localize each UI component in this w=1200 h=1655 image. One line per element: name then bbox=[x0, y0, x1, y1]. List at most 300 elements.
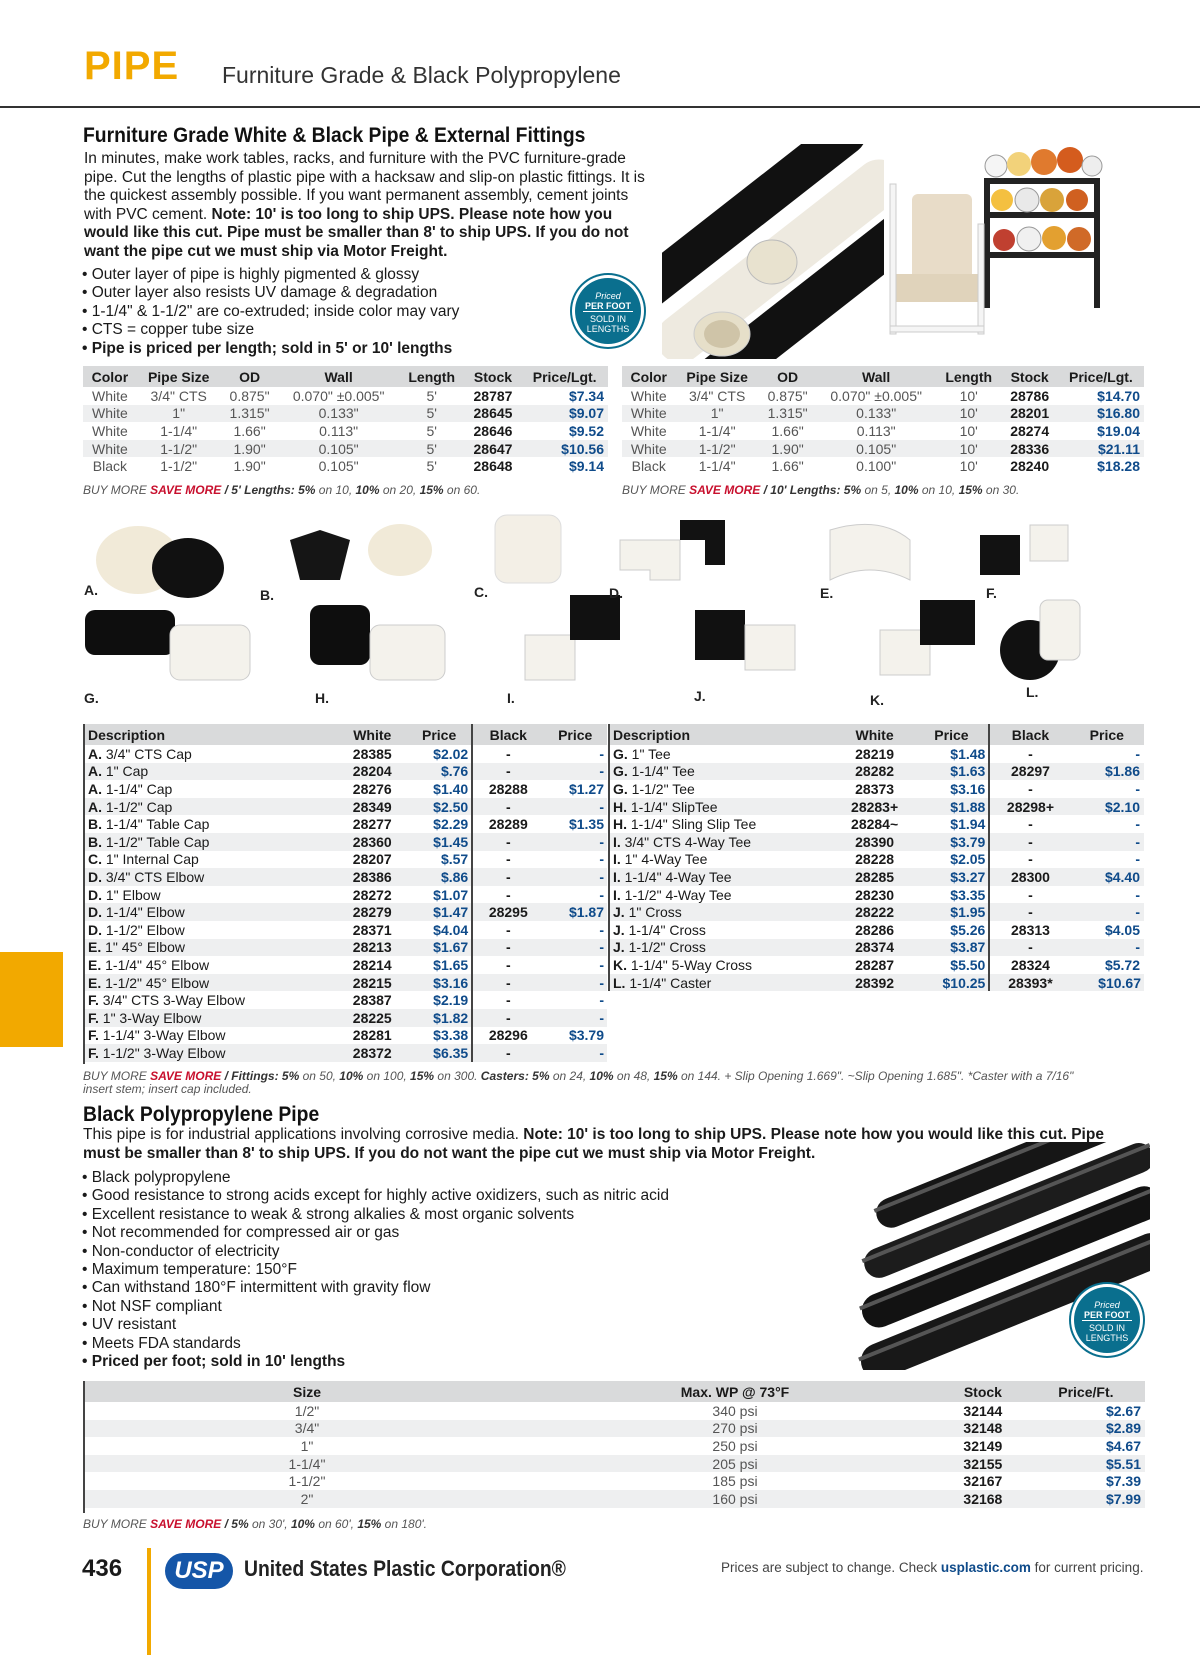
description-cell bbox=[85, 991, 337, 1009]
table-cell: 28786 bbox=[1010, 387, 1050, 404]
buymore-text: / 10' Lengths: 5% bbox=[760, 483, 862, 497]
black-price: - bbox=[599, 992, 604, 1009]
fitting-letter: F. bbox=[88, 1009, 99, 1026]
black-stock: - bbox=[472, 991, 543, 1009]
table-row bbox=[609, 886, 1144, 904]
white-stock: 28215 bbox=[337, 974, 407, 992]
description-cell bbox=[85, 886, 337, 904]
table-cell: 2" bbox=[83, 1490, 531, 1508]
col-header: OD bbox=[221, 366, 279, 387]
white-stock: 28207 bbox=[352, 851, 392, 868]
table-row bbox=[83, 422, 608, 440]
badge-line: SOLD IN bbox=[1088, 1323, 1125, 1333]
description-cell bbox=[85, 798, 337, 816]
table-cell: White bbox=[91, 422, 128, 439]
table-cell: 1-1/4" bbox=[160, 422, 198, 439]
table-row bbox=[85, 763, 607, 781]
pricing-note bbox=[721, 1560, 1143, 1575]
fitting-desc: 1-1/4" Cross bbox=[628, 921, 706, 938]
black-stock: - bbox=[472, 939, 543, 957]
black-stock: - bbox=[989, 903, 1070, 921]
fitting-desc: 1-1/4" Sling Slip Tee bbox=[630, 816, 757, 833]
white-stock: 28386 bbox=[337, 868, 407, 886]
black-price: - bbox=[599, 851, 604, 868]
description-cell bbox=[85, 763, 337, 781]
table-row bbox=[609, 868, 1144, 886]
table-row bbox=[85, 956, 607, 974]
table-cell: 0.875" bbox=[229, 387, 270, 404]
table-row bbox=[83, 1437, 1145, 1455]
white-price: $2.19 bbox=[433, 992, 469, 1009]
black-price: - bbox=[1135, 851, 1140, 868]
table-cell: 28336 bbox=[1002, 440, 1058, 458]
note-text: 10% bbox=[589, 1069, 614, 1083]
black-stock: - bbox=[472, 868, 543, 886]
description-cell bbox=[85, 956, 337, 974]
website-link[interactable]: usplastic.com bbox=[940, 1560, 1031, 1575]
description-cell bbox=[609, 939, 835, 957]
table-cell: 0.133" bbox=[279, 405, 399, 423]
table-cell: 28646 bbox=[473, 422, 513, 439]
table-cell: 3/4" CTS bbox=[688, 387, 746, 404]
pipe-5ft-body bbox=[83, 387, 608, 475]
fitting-label-l: L. bbox=[1026, 684, 1039, 700]
table-row bbox=[83, 1490, 1145, 1508]
description-cell bbox=[609, 798, 835, 816]
white-price: $1.65 bbox=[433, 956, 469, 973]
black-price: - bbox=[1071, 833, 1144, 851]
table-row bbox=[85, 815, 607, 833]
white-stock: 28373 bbox=[855, 780, 895, 797]
table-cell: 28274 bbox=[1010, 422, 1050, 439]
table-cell: 32144 bbox=[963, 1402, 1003, 1419]
white-stock: 28204 bbox=[337, 763, 407, 781]
table-cell: 1-1/2" bbox=[675, 440, 758, 458]
fitting-desc: 1-1/4" 4-Way Tee bbox=[624, 868, 732, 885]
buymore-text: 10% bbox=[894, 483, 919, 497]
table-cell: 0.113" bbox=[319, 422, 359, 439]
table-cell: $21.11 bbox=[1058, 440, 1144, 458]
black-stock: - bbox=[472, 974, 543, 992]
white-stock: 28230 bbox=[855, 886, 895, 903]
fitting-letter: I. bbox=[613, 886, 621, 903]
table-row bbox=[85, 921, 607, 939]
table-row bbox=[609, 956, 1144, 974]
fitting-letter: D. bbox=[88, 904, 102, 921]
table-cell: 0.070" ±0.005" bbox=[830, 387, 922, 404]
black-price: - bbox=[599, 921, 604, 938]
black-price: $2.10 bbox=[1071, 798, 1144, 816]
fitting-desc: 1" Cross bbox=[628, 904, 682, 921]
description-cell bbox=[609, 868, 835, 886]
black-stock: - bbox=[472, 851, 543, 869]
table-cell: White bbox=[622, 405, 675, 423]
fitting-desc: 1-1/4" 5-Way Cross bbox=[630, 956, 753, 973]
table-cell: 1.315" bbox=[221, 405, 279, 423]
white-price: $1.07 bbox=[433, 886, 469, 903]
table-cell: $7.99 bbox=[1027, 1490, 1145, 1508]
section1-title: Furniture Grade White & Black Pipe & External Fittings bbox=[83, 124, 586, 147]
page-subtitle: Furniture Grade & Black Polypropylene bbox=[222, 62, 621, 88]
table-cell: 0.105" bbox=[816, 440, 936, 458]
table-cell: 10' bbox=[959, 387, 978, 404]
fitting-letter: H. bbox=[613, 816, 627, 833]
fitting-letter: C. bbox=[88, 851, 102, 868]
fitting-letter: B. bbox=[88, 816, 102, 833]
col-header: Price/Lgt. bbox=[1058, 366, 1144, 387]
black-price: - bbox=[1071, 939, 1144, 957]
white-price: $5.50 bbox=[950, 956, 986, 973]
buymore-text: 10% bbox=[290, 1517, 315, 1531]
table-cell: 3/4" CTS bbox=[150, 387, 207, 404]
company-name: United States Plastic Corporation® bbox=[244, 1556, 566, 1581]
col-header: Pipe Size bbox=[675, 366, 758, 387]
fitting-letter: E. bbox=[88, 956, 102, 973]
bullet: • Maximum temperature: 150°F bbox=[82, 1261, 802, 1279]
white-price: $2.05 bbox=[950, 851, 986, 868]
table-cell: 32167 bbox=[963, 1473, 1003, 1490]
table-cell: 0.100" bbox=[856, 458, 897, 475]
white-stock: 28372 bbox=[337, 1044, 407, 1062]
table-cell: White bbox=[630, 387, 667, 404]
table-cell: White bbox=[630, 422, 667, 439]
description-cell bbox=[85, 921, 337, 939]
buymore-pp bbox=[83, 1517, 427, 1531]
usp-logo: USP bbox=[165, 1553, 233, 1589]
fitting-letter: L. bbox=[613, 974, 626, 991]
white-stock: 28228 bbox=[855, 851, 895, 868]
table-cell: 28647 bbox=[465, 440, 522, 458]
table-row bbox=[83, 405, 608, 423]
table-cell: Black bbox=[631, 458, 666, 475]
table-cell: White bbox=[83, 440, 137, 458]
fitting-letter: A. bbox=[88, 780, 102, 797]
black-stock: 28393* bbox=[989, 974, 1070, 992]
buymore-10ft bbox=[622, 483, 1019, 497]
col-header: Max. WP @ 73°F bbox=[531, 1381, 939, 1402]
table-cell: White bbox=[83, 405, 137, 423]
black-stock: - bbox=[989, 745, 1070, 763]
white-price: $1.88 bbox=[914, 798, 989, 816]
bullet: • Excellent resistance to weak & strong alkalies & most organic solvents bbox=[82, 1206, 802, 1224]
fitting-desc: 1" 45° Elbow bbox=[105, 939, 185, 956]
black-price: $1.27 bbox=[568, 780, 604, 797]
badge-line: Priced bbox=[1094, 1300, 1120, 1310]
fitting-letter: A. bbox=[88, 745, 102, 762]
pipe-10ft-body bbox=[622, 387, 1144, 475]
col-header: Price bbox=[543, 724, 607, 745]
fitting-label-k: K. bbox=[870, 692, 884, 708]
table-row bbox=[83, 1472, 1145, 1490]
badge-line: PER FOOT bbox=[1083, 1310, 1130, 1320]
white-stock: 28279 bbox=[337, 903, 407, 921]
black-price: $3.79 bbox=[568, 1027, 604, 1044]
bullet: • UV resistant bbox=[82, 1316, 802, 1334]
col-header: Description bbox=[85, 724, 337, 745]
col-header: Wall bbox=[816, 366, 936, 387]
description-cell bbox=[609, 780, 835, 798]
col-header: Stock bbox=[1002, 366, 1058, 387]
white-stock: 28385 bbox=[352, 745, 392, 762]
table-cell: 28645 bbox=[465, 405, 522, 423]
table-cell: 1-1/2" bbox=[288, 1473, 326, 1490]
note-text: on 48, bbox=[613, 1069, 654, 1083]
fitting-desc: 1-1/2" Cap bbox=[105, 798, 173, 815]
black-price: - bbox=[599, 745, 604, 762]
table-cell: 5' bbox=[426, 387, 437, 404]
black-price: $1.87 bbox=[543, 903, 607, 921]
page-number: 436 bbox=[82, 1555, 123, 1582]
note-text: on 24, bbox=[549, 1069, 590, 1083]
fittings-right-table bbox=[608, 724, 1145, 991]
black-stock: - bbox=[472, 745, 543, 763]
description-cell bbox=[609, 763, 835, 781]
table-row bbox=[609, 780, 1144, 798]
table-cell: $10.56 bbox=[521, 440, 608, 458]
table-row bbox=[83, 457, 608, 475]
fitting-desc: 1" 4-Way Tee bbox=[624, 851, 708, 868]
pp-pipe-table bbox=[83, 1381, 1145, 1508]
black-price: - bbox=[1135, 816, 1140, 833]
description-cell bbox=[85, 851, 337, 869]
table-cell: 5' bbox=[399, 405, 465, 423]
black-stock: - bbox=[989, 833, 1070, 851]
black-stock: - bbox=[472, 1044, 543, 1062]
fitting-desc: 1-1/2" Cross bbox=[628, 939, 706, 956]
fitting-letter: I. bbox=[613, 851, 621, 868]
description-cell bbox=[609, 956, 835, 974]
table-row bbox=[622, 440, 1144, 458]
white-price: $1.47 bbox=[407, 903, 472, 921]
col-header: Color bbox=[622, 366, 675, 387]
black-stock: 28324 bbox=[989, 956, 1070, 974]
table-cell: 32168 bbox=[939, 1490, 1027, 1508]
badge-line: PER FOOT bbox=[584, 301, 631, 311]
white-price: $3.16 bbox=[407, 974, 472, 992]
note-text: 15% bbox=[410, 1069, 435, 1083]
table-cell: Black bbox=[92, 458, 127, 475]
black-price: $1.86 bbox=[1071, 763, 1144, 781]
white-price: $.86 bbox=[407, 868, 472, 886]
table-cell: 10' bbox=[936, 440, 1002, 458]
white-stock: 28214 bbox=[352, 956, 392, 973]
white-price: $5.26 bbox=[950, 921, 986, 938]
fitting-desc: 1-1/4" 3-Way Elbow bbox=[102, 1027, 226, 1044]
description-cell bbox=[85, 833, 337, 851]
white-price: $3.35 bbox=[950, 886, 986, 903]
intro-text: In minutes, make work tables, racks, and furniture with the PVC furniture-grade pipe. Cut the lengths of plastic pipe with a hacksaw and slip-on plastic fittings. It is the quickest assembly possible. If you want permanent assembly, cement joints with PVC cement. bbox=[84, 150, 645, 223]
buymore-text: SAVE MORE bbox=[150, 1517, 222, 1531]
fitting-desc: 1-1/4" Caster bbox=[629, 974, 712, 991]
description-cell bbox=[85, 939, 337, 957]
col-header: OD bbox=[759, 366, 817, 387]
col-header: Size bbox=[83, 1381, 531, 1402]
fitting-label-g: G. bbox=[84, 690, 99, 706]
white-stock: 28277 bbox=[352, 816, 392, 833]
table-row bbox=[609, 815, 1144, 833]
table-row bbox=[609, 974, 1144, 992]
black-stock: - bbox=[472, 886, 543, 904]
table-row bbox=[83, 1420, 1145, 1438]
white-stock: 28281 bbox=[352, 1027, 392, 1044]
intro-text: This pipe is for industrial applications involving corrosive media. bbox=[83, 1126, 519, 1143]
pp-pipe-body bbox=[83, 1402, 1145, 1508]
note-text: SAVE MORE bbox=[150, 1069, 222, 1083]
table-cell: 1" bbox=[137, 405, 221, 423]
badge-line: LENGTHS bbox=[1085, 1333, 1129, 1343]
fittings-right-body bbox=[609, 745, 1144, 991]
table-cell: 1.90" bbox=[759, 440, 817, 458]
fitting-letter: D. bbox=[88, 886, 102, 903]
pp-table-edge bbox=[83, 1381, 85, 1513]
description-cell bbox=[85, 815, 337, 833]
table-cell: 270 psi bbox=[531, 1420, 939, 1438]
bullet: • Black polypropylene bbox=[82, 1169, 802, 1187]
buymore-text: on 60', bbox=[314, 1517, 358, 1531]
table-row bbox=[622, 387, 1144, 405]
note-text: Prices are subject to change. Check bbox=[721, 1560, 941, 1575]
pipe-photo bbox=[662, 144, 884, 359]
buymore-text: on 60. bbox=[443, 483, 481, 497]
fitting-letter: F. bbox=[88, 992, 99, 1009]
col-header: Price bbox=[914, 724, 989, 745]
white-price: $2.50 bbox=[407, 798, 472, 816]
white-price: $1.63 bbox=[914, 763, 989, 781]
fitting-desc: 1-1/2" Tee bbox=[631, 780, 695, 797]
white-price: $6.35 bbox=[407, 1044, 472, 1062]
fitting-letter: I. bbox=[613, 868, 621, 885]
black-stock: 28296 bbox=[472, 1027, 543, 1045]
black-price: - bbox=[543, 1009, 607, 1027]
description-cell bbox=[609, 903, 835, 921]
white-stock: 28213 bbox=[337, 939, 407, 957]
section1-intro bbox=[84, 150, 654, 261]
table-cell: 1.315" bbox=[759, 405, 817, 423]
table-row bbox=[609, 833, 1144, 851]
fitting-desc: 3/4" CTS 4-Way Tee bbox=[624, 833, 752, 850]
header-divider bbox=[0, 106, 1200, 108]
bullet: • Non-conductor of electricity bbox=[82, 1243, 802, 1261]
fitting-desc: 1-1/4" 45° Elbow bbox=[105, 956, 210, 973]
table-cell: 250 psi bbox=[712, 1437, 758, 1454]
fitting-desc: 1" Internal Cap bbox=[105, 851, 199, 868]
fitting-label-b: B. bbox=[260, 587, 274, 603]
description-cell bbox=[609, 833, 835, 851]
buymore-text: 10% bbox=[355, 483, 380, 497]
table-row bbox=[622, 422, 1144, 440]
table-cell: 1-1/4" bbox=[698, 458, 736, 475]
table-cell: $7.39 bbox=[1105, 1473, 1141, 1490]
description-cell bbox=[609, 886, 835, 904]
table-cell: $5.51 bbox=[1027, 1455, 1145, 1473]
white-stock: 28287 bbox=[855, 956, 895, 973]
table-cell: $7.34 bbox=[568, 387, 604, 404]
white-price: $2.29 bbox=[433, 816, 469, 833]
col-header: Color bbox=[83, 366, 137, 387]
table-cell: 1.66" bbox=[771, 422, 804, 439]
black-price: - bbox=[1135, 780, 1140, 797]
table-cell: White bbox=[622, 440, 675, 458]
black-price: $4.05 bbox=[1104, 921, 1140, 938]
table-cell: 0.133" bbox=[816, 405, 936, 423]
table-cell: 1" bbox=[675, 405, 758, 423]
buymore-text: on 30', bbox=[248, 1517, 291, 1531]
white-price: $.57 bbox=[440, 851, 469, 868]
table-row bbox=[609, 798, 1144, 816]
white-stock: 28374 bbox=[835, 939, 915, 957]
table-cell: 340 psi bbox=[712, 1402, 758, 1419]
col-header: Length bbox=[936, 366, 1002, 387]
table-row bbox=[609, 939, 1144, 957]
table-row bbox=[85, 833, 607, 851]
bullet: • Good resistance to strong acids except for highly active oxidizers, such as nitric acid bbox=[82, 1187, 802, 1205]
note-text: on 100, bbox=[363, 1069, 411, 1083]
buymore-text: SAVE MORE bbox=[689, 483, 761, 497]
white-price: $1.94 bbox=[950, 816, 986, 833]
white-price: $10.25 bbox=[914, 974, 989, 992]
fittings-photos bbox=[80, 510, 1140, 720]
white-stock: 28371 bbox=[352, 921, 392, 938]
white-stock: 28272 bbox=[352, 886, 392, 903]
table-row bbox=[85, 974, 607, 992]
table-row bbox=[85, 780, 607, 798]
bullet: • Priced per foot; sold in 10' lengths bbox=[82, 1353, 802, 1371]
table-row bbox=[83, 440, 608, 458]
bullet: • Pipe is priced per length; sold in 5' or 10' lengths bbox=[82, 340, 602, 358]
table-cell: $9.14 bbox=[568, 458, 604, 475]
fittings-left-table bbox=[85, 724, 607, 1062]
fitting-letter: G. bbox=[613, 745, 628, 762]
table-cell: 28648 bbox=[473, 458, 513, 475]
black-price: - bbox=[543, 763, 607, 781]
fitting-letter: G. bbox=[613, 780, 628, 797]
black-price: - bbox=[1135, 886, 1140, 903]
table-cell: 1.90" bbox=[221, 440, 279, 458]
table-cell: White bbox=[91, 387, 128, 404]
buymore-text: / 5' Lengths: 5% bbox=[221, 483, 316, 497]
black-stock: 28295 bbox=[472, 903, 543, 921]
description-cell bbox=[85, 903, 337, 921]
table-cell: $19.04 bbox=[1097, 422, 1140, 439]
buymore-text: BUY MORE bbox=[622, 483, 686, 497]
fitting-desc: 1-1/2" 4-Way Tee bbox=[624, 886, 732, 903]
white-price: $1.45 bbox=[407, 833, 472, 851]
table-row bbox=[609, 763, 1144, 781]
fitting-letter: I. bbox=[613, 833, 621, 850]
bullet: • Not NSF compliant bbox=[82, 1298, 802, 1316]
black-stock: 28297 bbox=[989, 763, 1070, 781]
table-cell: 32148 bbox=[939, 1420, 1027, 1438]
buymore-5ft bbox=[83, 483, 480, 497]
table-cell: 10' bbox=[936, 405, 1002, 423]
white-stock: 28390 bbox=[835, 833, 915, 851]
black-price: $10.67 bbox=[1071, 974, 1144, 992]
table-cell: 28201 bbox=[1002, 405, 1058, 423]
description-cell bbox=[609, 745, 835, 763]
fitting-label-c: C. bbox=[474, 584, 488, 600]
priced-per-foot-badge bbox=[1074, 1287, 1140, 1353]
fitting-label-j: J. bbox=[694, 688, 706, 704]
white-stock: 28349 bbox=[337, 798, 407, 816]
buymore-text: on 20, bbox=[379, 483, 420, 497]
table-cell: 0.105" bbox=[279, 440, 399, 458]
col-header: Wall bbox=[279, 366, 399, 387]
black-stock: - bbox=[989, 780, 1070, 798]
black-price: - bbox=[543, 868, 607, 886]
note-text: on 50, bbox=[299, 1069, 340, 1083]
white-stock: 28282 bbox=[835, 763, 915, 781]
fitting-letter: A. bbox=[88, 798, 102, 815]
